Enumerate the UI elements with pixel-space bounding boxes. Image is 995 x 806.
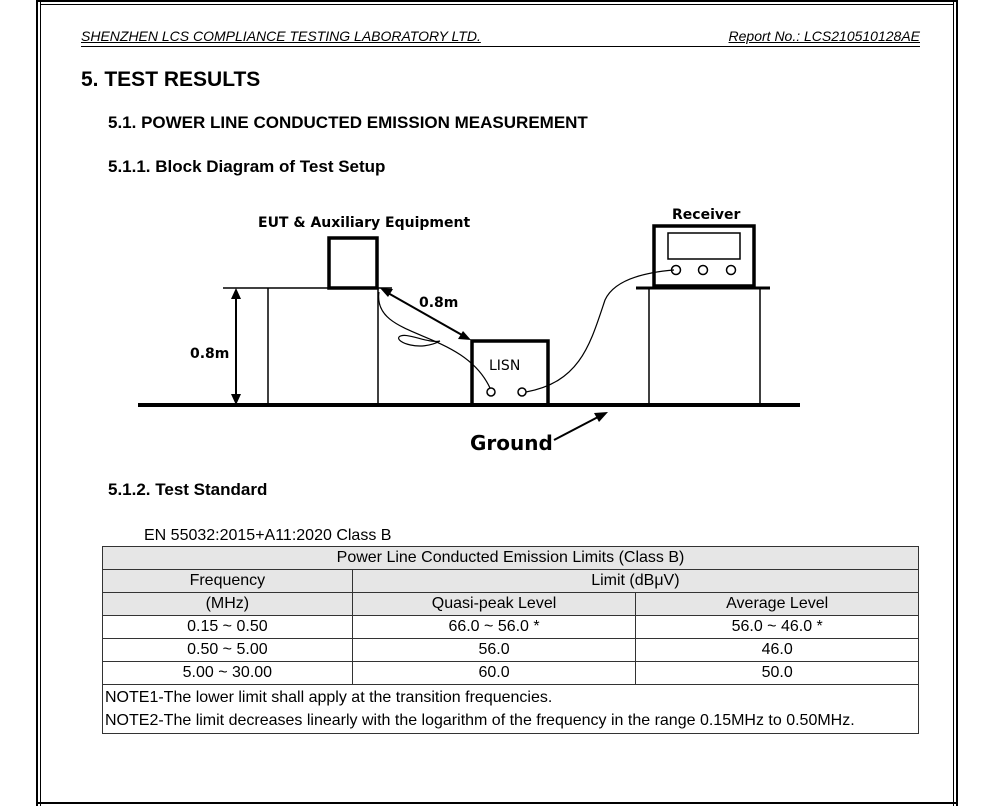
table-row (103, 616, 919, 639)
table-row (103, 662, 919, 685)
receiver-display (668, 233, 740, 259)
cell-frequency: 5.00 ~ 30.00 (103, 662, 353, 685)
header-unit: (MHz) (103, 593, 353, 616)
height-arrow-up (231, 288, 241, 299)
section-title-test-standard: 5.1.2. Test Standard (108, 480, 268, 499)
table-row (103, 639, 919, 662)
header-frequency: Frequency (103, 570, 353, 593)
cable-loop (399, 335, 440, 346)
section-title-block-diagram: 5.1.1. Block Diagram of Test Setup (108, 157, 386, 176)
section-title-conducted-emission: 5.1. POWER LINE CONDUCTED EMISSION MEASUREMENT (108, 113, 588, 132)
limits-table (102, 546, 919, 734)
standard-reference: EN 55032:2015+A11:2020 Class B (144, 527, 392, 544)
height-label: 0.8m (190, 346, 230, 362)
cell-quasi-peak: 66.0 ~ 56.0 * (352, 616, 636, 639)
distance-label: 0.8m (419, 295, 459, 311)
cell-frequency: 0.15 ~ 0.50 (103, 616, 353, 639)
table-title-row (103, 547, 919, 570)
cell-frequency: 0.50 ~ 5.00 (103, 639, 353, 662)
cell-quasi-peak: 60.0 (352, 662, 636, 685)
header-quasi-peak: Quasi-peak Level (352, 593, 636, 616)
receiver-label: Receiver (672, 207, 741, 223)
lisn-label: LISN (489, 358, 521, 374)
receiver-box (654, 226, 754, 286)
eut-label: EUT & Auxiliary Equipment (258, 215, 471, 231)
lisn-port-2 (518, 388, 526, 396)
section-title-test-results: 5. TEST RESULTS (81, 68, 261, 91)
cell-average: 56.0 ~ 46.0 * (636, 616, 919, 639)
table-notes-row (103, 685, 919, 734)
header-limit: Limit (dBμV) (352, 570, 918, 593)
cell-average: 50.0 (636, 662, 919, 685)
table-title: Power Line Conducted Emission Limits (Class B) (103, 547, 919, 570)
header-report-number: Report No.: LCS210510128AE (728, 28, 920, 44)
note-1: NOTE1-The lower limit shall apply at the transition frequencies. (105, 689, 553, 706)
table-subheader-row (103, 593, 919, 616)
cell-average: 46.0 (636, 639, 919, 662)
header-average: Average Level (636, 593, 919, 616)
ground-label: Ground (470, 431, 553, 455)
note-2: NOTE2-The limit decreases linearly with the logarithm of the frequency in the range 0.15MHz to 0.50MHz. (105, 712, 855, 729)
page-border-bottom (36, 802, 958, 804)
table-header-row (103, 570, 919, 593)
cell-quasi-peak: 56.0 (352, 639, 636, 662)
table-notes (103, 685, 919, 734)
eut-box (329, 238, 377, 288)
lisn-port-1 (487, 388, 495, 396)
receiver-knob-2 (699, 266, 708, 275)
distance-arrow-end (458, 331, 471, 340)
ground-arrow-line (554, 417, 598, 440)
receiver-knob-3 (727, 266, 736, 275)
header-company: SHENZHEN LCS COMPLIANCE TESTING LABORATORY LTD. (81, 28, 481, 44)
